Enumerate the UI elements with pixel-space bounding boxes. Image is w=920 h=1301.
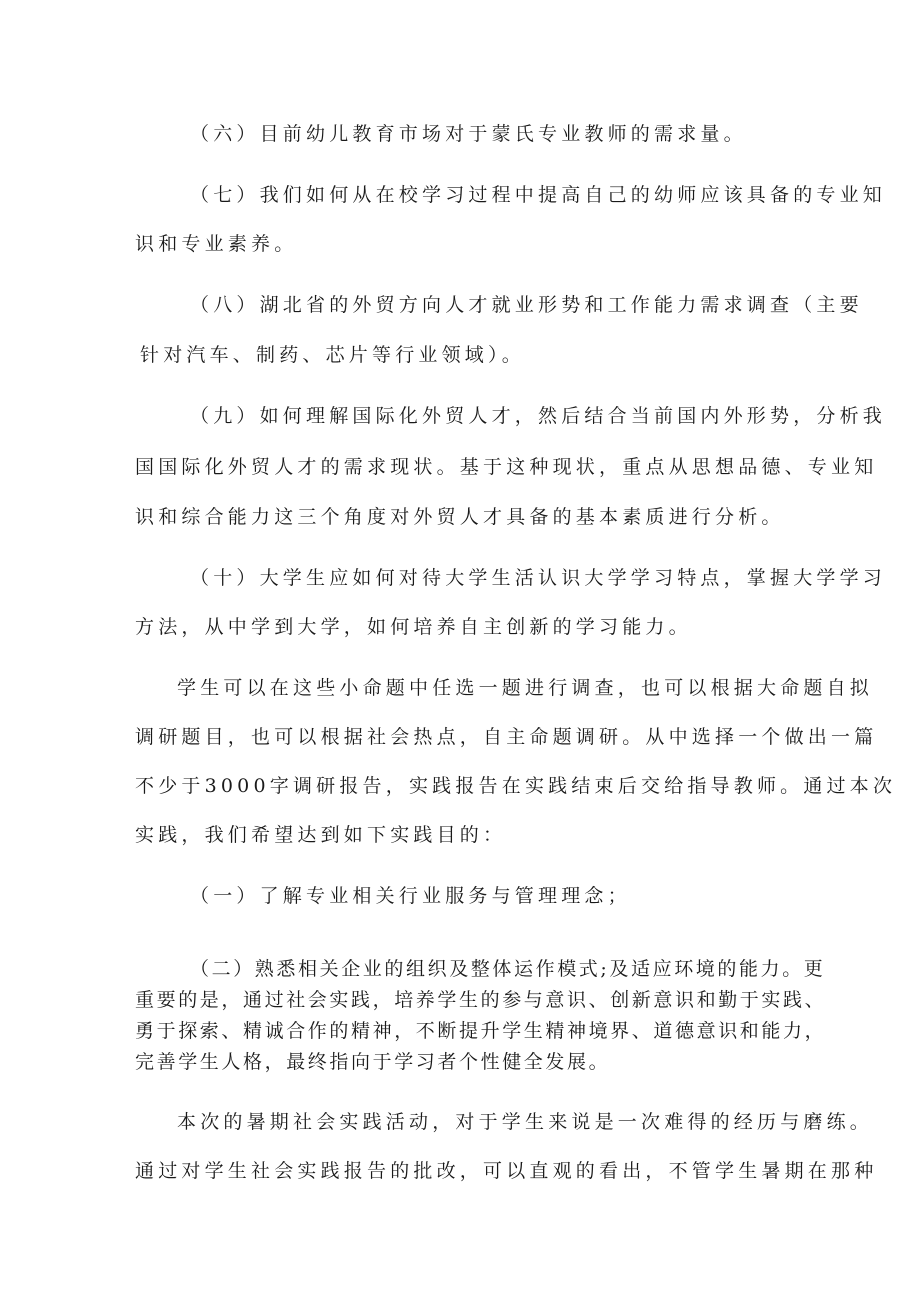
- text-line-19: 完善学生人格，最终指向于学习者个性健全发展。: [135, 1051, 611, 1073]
- text-line-9: （十）大学生应如何对待大学生活认识大学学习特点，掌握大学学习: [190, 567, 887, 589]
- text-line-13: 不少于3000字调研报告，实践报告在实践结束后交给指导教师。通过本次: [135, 775, 897, 797]
- text-line-15: （一）了解专业相关行业服务与管理理念；: [190, 885, 631, 907]
- text-line-10: 方法，从中学到大学，如何培养自主创新的学习能力。: [135, 616, 692, 638]
- text-line-18: 勇于探索、精诚合作的精神，不断提升学生精神境界、道德意识和能力，: [135, 1020, 827, 1042]
- text-line-17: 重要的是，通过社会实践，培养学生的参与意识、创新意识和勤于实践、: [135, 989, 827, 1011]
- text-line-20: 本次的暑期社会实践活动，对于学生来说是一次难得的经历与磨练。: [177, 1111, 874, 1133]
- text-line-1: （六）目前幼儿教育市场对于蒙氏专业教师的需求量。: [190, 123, 747, 145]
- text-line-14: 实践，我们希望达到如下实践目的：: [135, 824, 507, 846]
- text-line-3: 识和专业素养。: [135, 233, 298, 255]
- text-line-6: （九）如何理解国际化外贸人才，然后结合当前国内外形势，分析我: [190, 405, 887, 427]
- text-line-8: 识和综合能力这三个角度对外贸人才具备的基本素质进行分析。: [135, 506, 785, 528]
- text-line-16: （二）熟悉相关企业的组织及整体运作模式;及适应环境的能力。更: [190, 958, 826, 980]
- text-line-5: 针对汽车、制药、芯片等行业领域）。: [140, 344, 525, 366]
- text-line-21: 通过对学生社会实践报告的批改，可以直观的看出，不管学生暑期在那种: [135, 1160, 878, 1182]
- text-line-12: 调研题目，也可以根据社会热点，自主命题调研。从中选择一个做出一篇: [135, 726, 878, 748]
- text-line-2: （七）我们如何从在校学习过程中提高自己的幼师应该具备的专业知: [190, 184, 887, 206]
- text-line-4: （八）湖北省的外贸方向人才就业形势和工作能力需求调查（主要: [190, 294, 863, 316]
- text-line-11: 学生可以在这些小命题中任选一题进行调查，也可以根据大命题自拟: [177, 677, 874, 699]
- text-line-7: 国国际化外贸人才的需求现状。基于这种现状，重点从思想品德、专业知: [135, 456, 878, 478]
